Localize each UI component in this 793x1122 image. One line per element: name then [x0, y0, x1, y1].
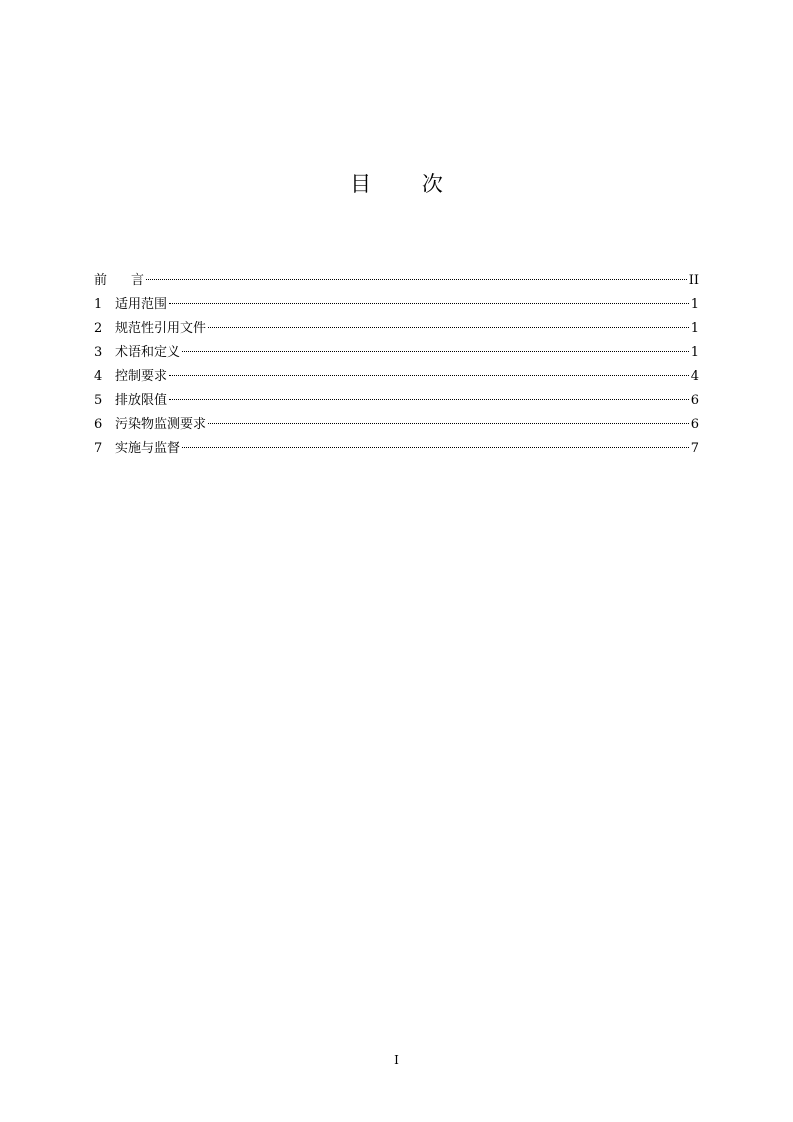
toc-entry-control-requirements[interactable] [94, 365, 699, 389]
toc-title: 目 次 [350, 172, 465, 196]
toc-entry-title: 术语和定义 [115, 345, 181, 360]
toc-entry-number: 7 [94, 441, 103, 456]
toc-entry-title: 排放限值 [115, 393, 168, 408]
toc-dot-leader [182, 447, 689, 448]
toc-dot-leader [169, 399, 689, 400]
toc-entry-number: 4 [94, 369, 103, 384]
toc-entry-title: 控制要求 [115, 369, 168, 384]
toc-entry-title: 规范性引用文件 [115, 321, 207, 336]
toc-entry-foreword[interactable] [94, 269, 699, 293]
toc-entry-page: 1 [690, 297, 699, 312]
toc-dot-leader [208, 423, 689, 424]
toc-dot-leader [169, 375, 689, 376]
toc-dot-leader [208, 327, 689, 328]
toc-entry-pollutant-monitoring[interactable] [94, 413, 699, 437]
toc-entry-page: 4 [690, 369, 699, 384]
toc-entry-page: 7 [690, 441, 699, 456]
toc-entry-scope[interactable] [94, 293, 699, 317]
toc-entry-number: 6 [94, 417, 103, 432]
toc-entry-page: 1 [690, 345, 699, 360]
toc-entry-normative-references[interactable] [94, 317, 699, 341]
toc-entry-page: 6 [690, 393, 699, 408]
toc-entry-title: 前言 [94, 273, 145, 288]
toc-entry-number: 5 [94, 393, 103, 408]
toc-entry-number: 1 [94, 297, 103, 312]
toc-entry-title: 适用范围 [115, 297, 168, 312]
toc-entry-page: II [688, 273, 699, 288]
toc-entry-title: 实施与监督 [115, 441, 181, 456]
toc-entry-emission-limits[interactable] [94, 389, 699, 413]
toc-entry-number: 3 [94, 345, 103, 360]
toc-entry-page: 1 [690, 321, 699, 336]
toc-dot-leader [182, 351, 689, 352]
toc-entry-number: 2 [94, 321, 103, 336]
toc-entry-terms-definitions[interactable] [94, 341, 699, 365]
page-number: I [394, 1053, 399, 1067]
toc-entry-title: 污染物监测要求 [115, 417, 207, 432]
toc-dot-leader [146, 279, 687, 280]
toc-entry-page: 6 [690, 417, 699, 432]
toc-dot-leader [169, 303, 689, 304]
toc-entry-implementation-supervision[interactable] [94, 437, 699, 461]
table-of-contents [94, 269, 699, 461]
